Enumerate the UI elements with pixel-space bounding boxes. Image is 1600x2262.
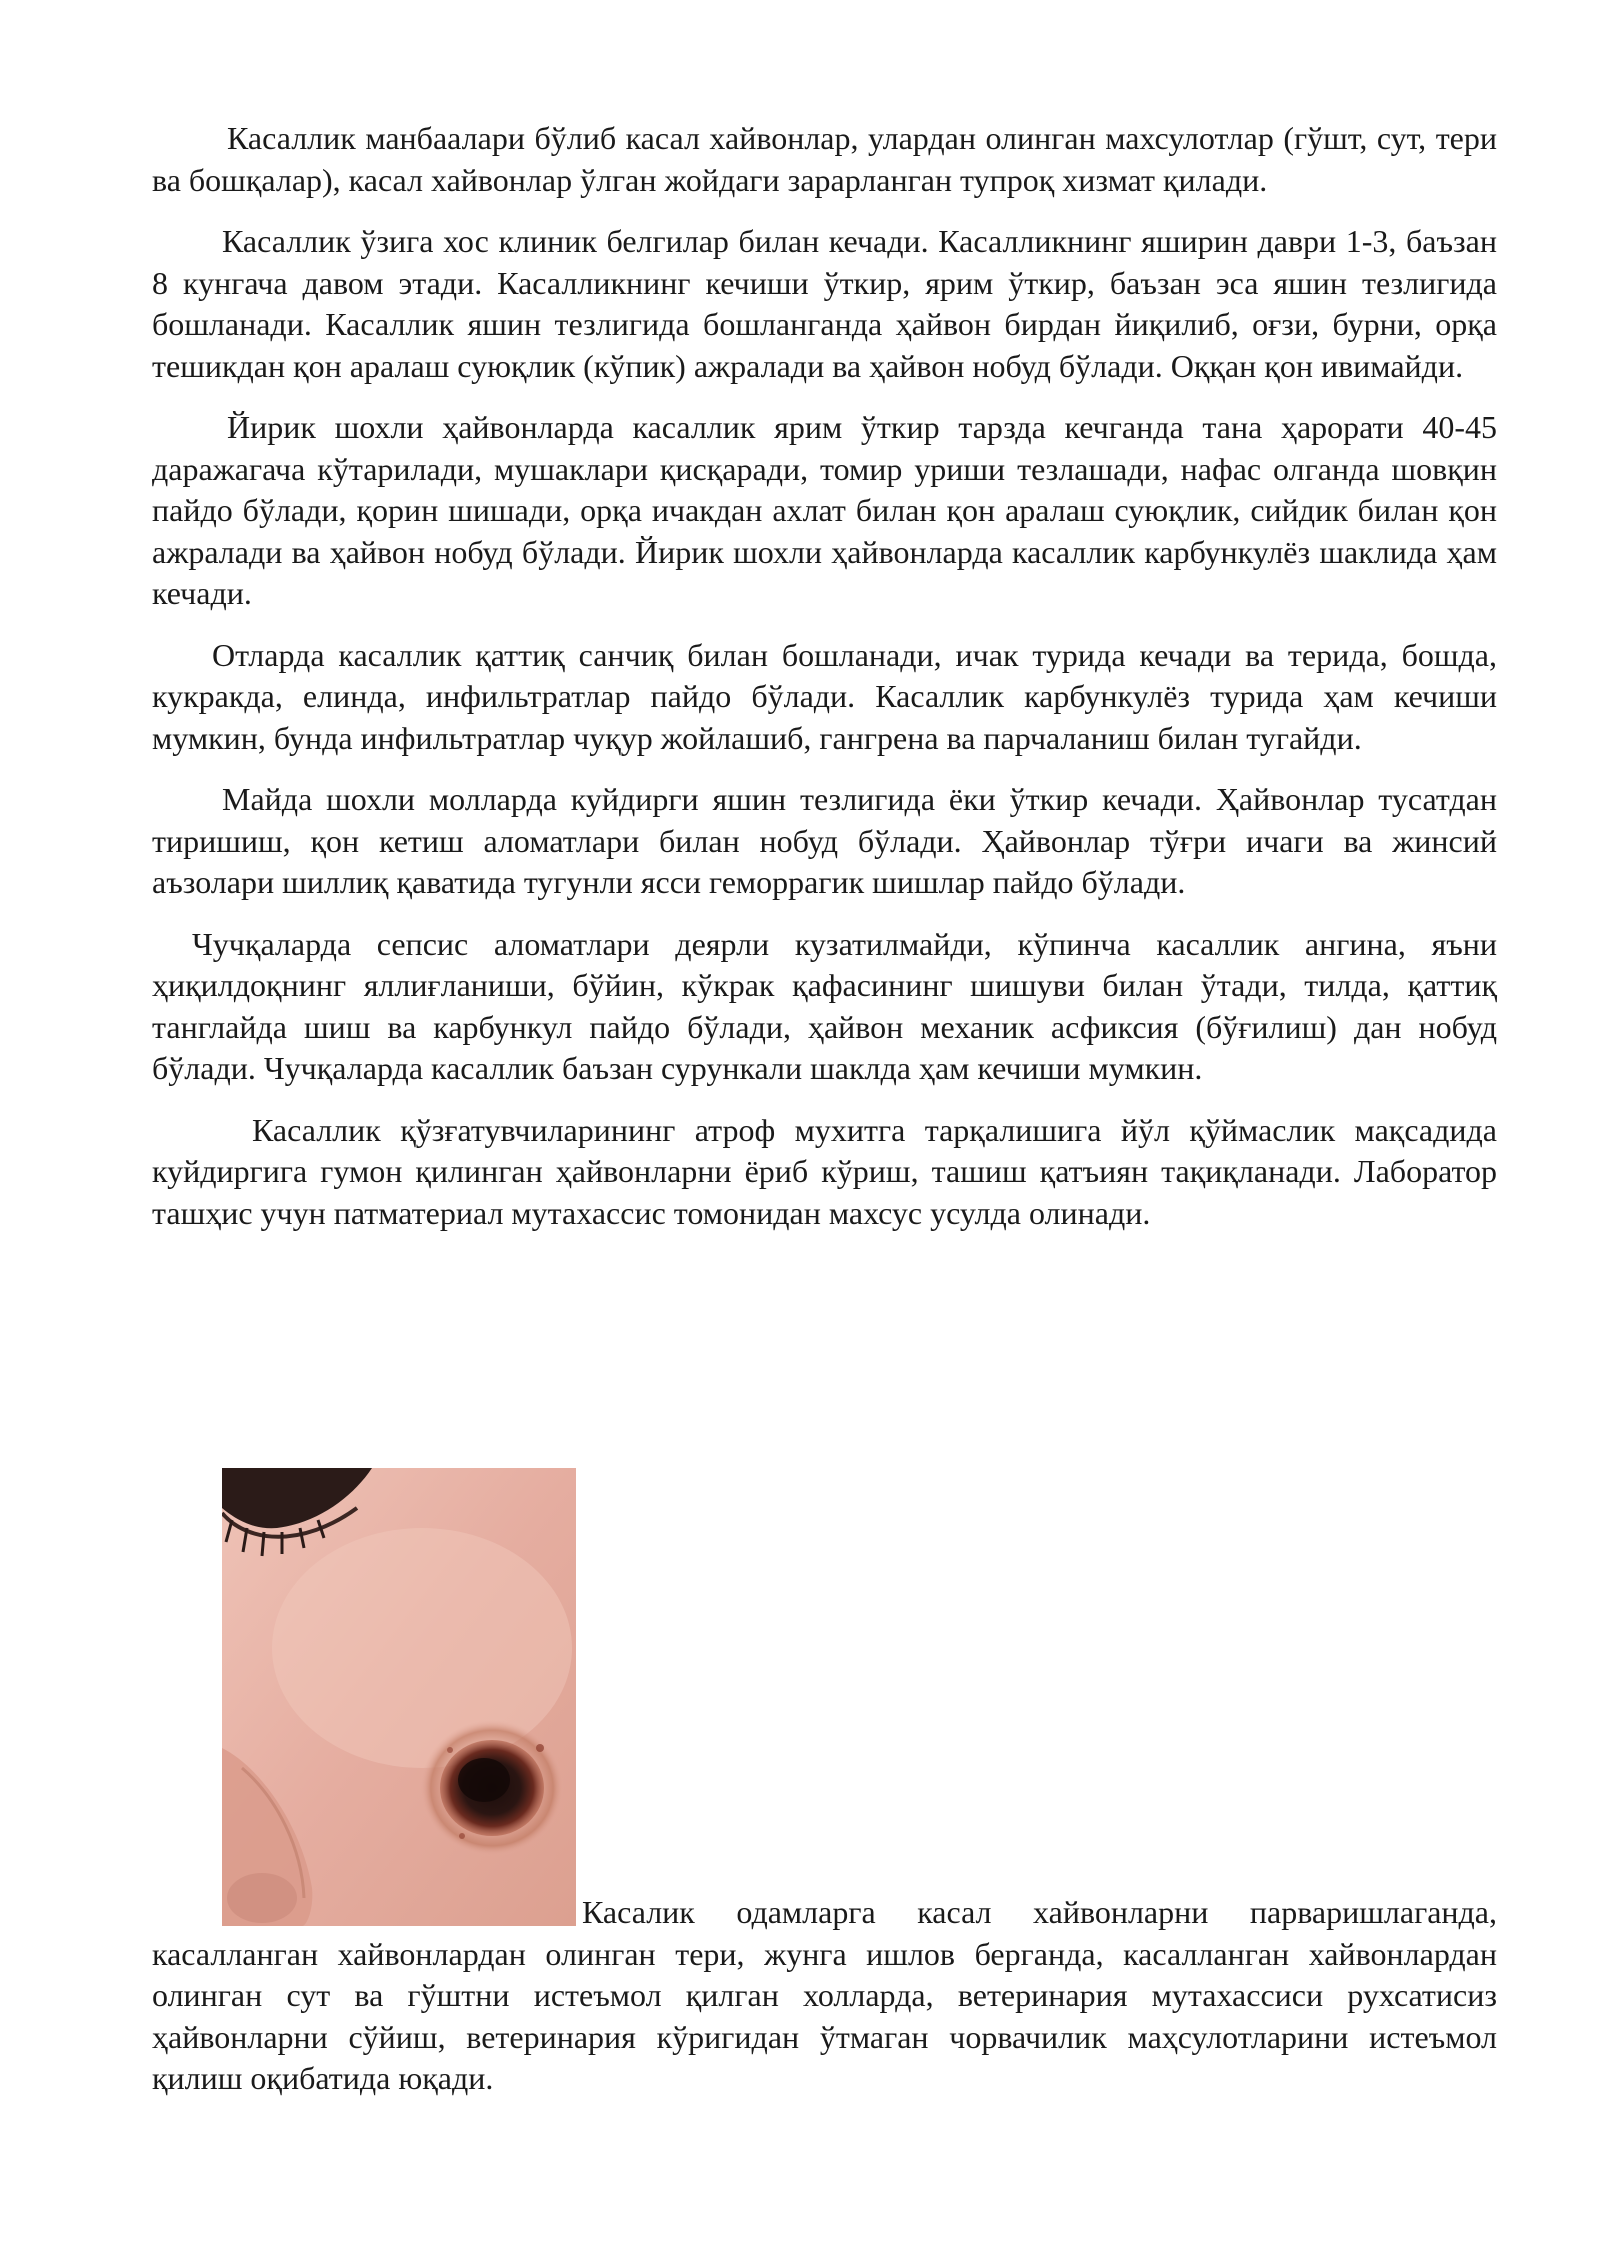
skin-lesion-photo — [222, 1468, 576, 1926]
paragraph-small-ruminants: Майда шохли молларда куйдирги яшин тезлигида ёки ўткир кечади. Ҳайвонлар тусатдан тиришиш, қон кетиш аломатлари билан нобуд бўлади. Ҳайвонлар тўғри ичаги ва жинсий аъзолари шиллиқ қаватида тугунли ясси геморрагик шишлар пайдо бўлади. — [152, 781, 1497, 900]
paragraph-human-infection: Касалик одамларга касал хайвонларни парваришлаганда, касалланган хайвонлардан олинган тери, жунга ишлов берганда, касалланган хайвонлардан олинган сут ва гўштни истеъмол қилган холларда, ветеринария мутахассиси рухсатисиз ҳайвонларни сўйиш, ветеринария кўригидан ўтмаган чорвачилик маҳсулотларини истеъмол қилиш оқибатида юқади. — [152, 1894, 1497, 2096]
body-text — [152, 118, 1497, 1254]
paragraph-sources: Касаллик манбаалари бўлиб касал хайвонлар, улардан олинган махсулотлар (гўшт, сут, тери ва бошқалар), касал хайвонлар ўлган жойдаги зарарланган тупроқ хизмат қилади. — [152, 120, 1497, 198]
caption-paragraph-block — [152, 1892, 1497, 2100]
paragraph-prevention: Касаллик қўзғатувчиларининг атроф мухитга тарқалишига йўл қўймаслик мақсадида куйдиргига гумон қилинган ҳайвонларни ёриб кўриш, ташиш қатъиян тақиқланади. Лаборатор ташҳис учун патматериал мутахассис томонидан махсус усулда олинади. — [152, 1111, 1497, 1231]
paragraph-horses: Отларда касаллик қаттиқ санчиқ билан бошланади, ичак турида кечади ва терида, бошда, кукракда, елинда, инфильтратлар пайдо бўлади. Касаллик карбункулёз турида ҳам кечиши мумкин, бунда инфильтратлар чуқур жойлашиб, гангрена ва парчаланиш билан тугайди. — [152, 636, 1497, 756]
paragraph-clinical-signs: Касаллик ўзига хос клиник белгилар билан кечади. Касалликнинг яширин даври 1-3, баъзан 8 кунгача давом этади. Касалликнинг кечиши ўткир, ярим ўткир, баъзан эса яшин тезлигида бошланади. Касаллик яшин тезлигида бошланганда ҳайвон бирдан йиқилиб, оғзи, бурни, орқа тешикдан қон аралаш суюқлик (кўпик) ажралади ва ҳайвон нобуд бўлади. Оққан қон ивимайди. — [152, 223, 1497, 384]
paragraph-cattle: Йирик шохли ҳайвонларда касаллик ярим ўткир тарзда кечганда тана ҳарорати 40-45 даражагача кўтарилади, мушаклари қисқаради, томир уриши тезлашади, нафас олганда шовқин пайдо бўлади, қорин шишади, орқа ичакдан ахлат билан қон аралаш суюқлик, сийдик билан қон ажралади ва ҳайвон нобуд бўлади. Йирик шохли ҳайвонларда касаллик карбункулёз шаклида ҳам кечади. — [152, 409, 1497, 611]
paragraph-pigs: Чучқаларда сепсис аломатлари деярли кузатилмайди, кўпинча касаллик ангина, яъни ҳиқилдоқнинг яллиғланиши, бўйин, кўкрак қафасининг шишуви билан ўтади, тилда, қаттиқ танглайда шиш ва карбункул пайдо бўлади, ҳайвон механик асфиксия (бўғилиш) дан нобуд бўлади. Чучқаларда касаллик баъзан сурункали шаклда ҳам кечиши мумкин. — [152, 925, 1497, 1086]
image-wrap-spacer — [152, 1892, 582, 1932]
